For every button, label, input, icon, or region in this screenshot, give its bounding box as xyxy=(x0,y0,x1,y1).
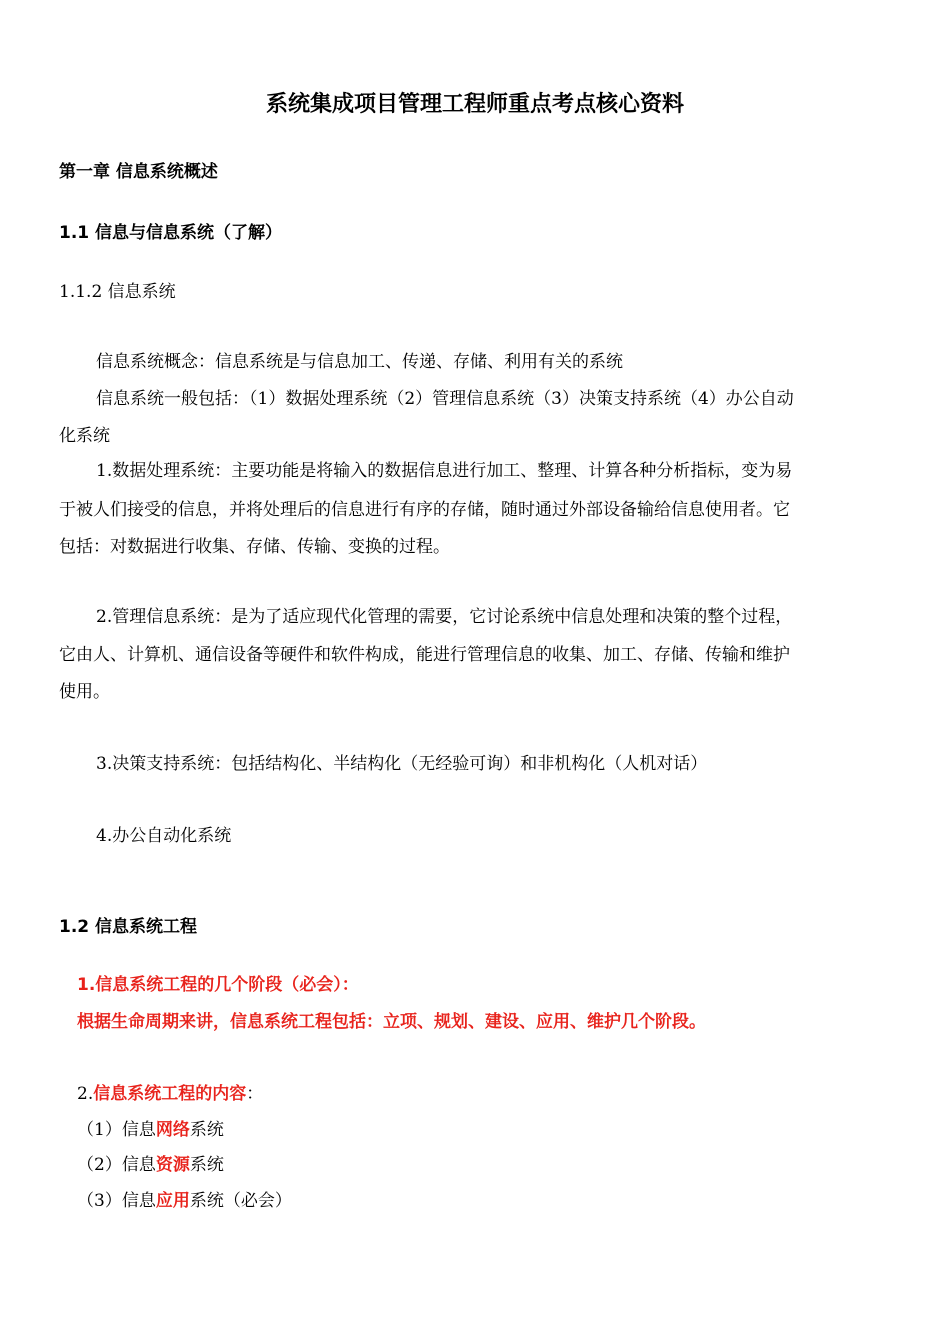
content-item-2 xyxy=(77,1153,224,1177)
content-item-1 xyxy=(77,1118,224,1142)
stages-heading: 1.信息系统工程的几个阶段（必会）： xyxy=(77,975,359,995)
section-heading-1-2: 1.2 信息系统工程 xyxy=(59,917,198,937)
content-heading-number: 2. xyxy=(77,1084,94,1104)
content-item-1-prefix: （1）信息 xyxy=(77,1120,156,1140)
content-item-3 xyxy=(77,1189,292,1213)
content-item-3-prefix: （3）信息 xyxy=(77,1191,156,1211)
concept-paragraph: 信息系统概念：信息系统是与信息加工、传递、存储、利用有关的系统 xyxy=(96,352,623,372)
item4-paragraph: 4.办公自动化系统 xyxy=(96,826,232,846)
chapter-heading: 第一章 信息系统概述 xyxy=(59,162,218,182)
content-item-2-highlight: 资源 xyxy=(155,1155,190,1175)
includes-line-2: 化系统 xyxy=(59,426,110,446)
content-item-2-prefix: （2）信息 xyxy=(77,1155,156,1175)
content-heading-text: 信息系统工程的内容 xyxy=(93,1084,247,1104)
item1-line-1: 1.数据处理系统：主要功能是将输入的数据信息进行加工、整理、计算各种分析指标，变为易 xyxy=(96,461,793,481)
document-title: 系统集成项目管理工程师重点考点核心资料 xyxy=(265,92,684,117)
content-heading-colon: ： xyxy=(246,1084,264,1104)
content-item-1-suffix: 系统 xyxy=(189,1120,224,1140)
item1-line-2: 于被人们接受的信息，并将处理后的信息进行有序的存储，随时通过外部设备输给信息使用者。它 xyxy=(59,500,790,520)
subsection-heading-1-1-2: 1.1.2 信息系统 xyxy=(59,282,176,302)
content-item-2-suffix: 系统 xyxy=(189,1155,224,1175)
item2-line-1: 2.管理信息系统：是为了适应现代化管理的需要，它讨论系统中信息处理和决策的整个过程， xyxy=(96,607,793,627)
item2-line-2: 它由人、计算机、通信设备等硬件和软件构成，能进行管理信息的收集、加工、存储、传输和维护 xyxy=(59,645,790,665)
section-heading-1-1: 1.1 信息与信息系统（了解） xyxy=(59,223,283,243)
item1-line-3: 包括：对数据进行收集、存储、传输、变换的过程。 xyxy=(59,537,450,557)
item3-paragraph: 3.决策支持系统：包括结构化、半结构化（无经验可询）和非机构化（人机对话） xyxy=(96,754,708,774)
content-item-3-highlight: 应用 xyxy=(155,1191,190,1211)
includes-line-1: 信息系统一般包括：（1）数据处理系统（2）管理信息系统（3）决策支持系统（4）办公自动 xyxy=(96,389,794,409)
content-heading-line xyxy=(77,1082,263,1106)
content-item-1-highlight: 网络 xyxy=(155,1120,190,1140)
item2-line-3: 使用。 xyxy=(59,682,110,702)
content-item-3-suffix: 系统（必会） xyxy=(189,1191,292,1211)
stages-body: 根据生命周期来讲，信息系统工程包括：立项、规划、建设、应用、维护几个阶段。 xyxy=(77,1012,706,1032)
